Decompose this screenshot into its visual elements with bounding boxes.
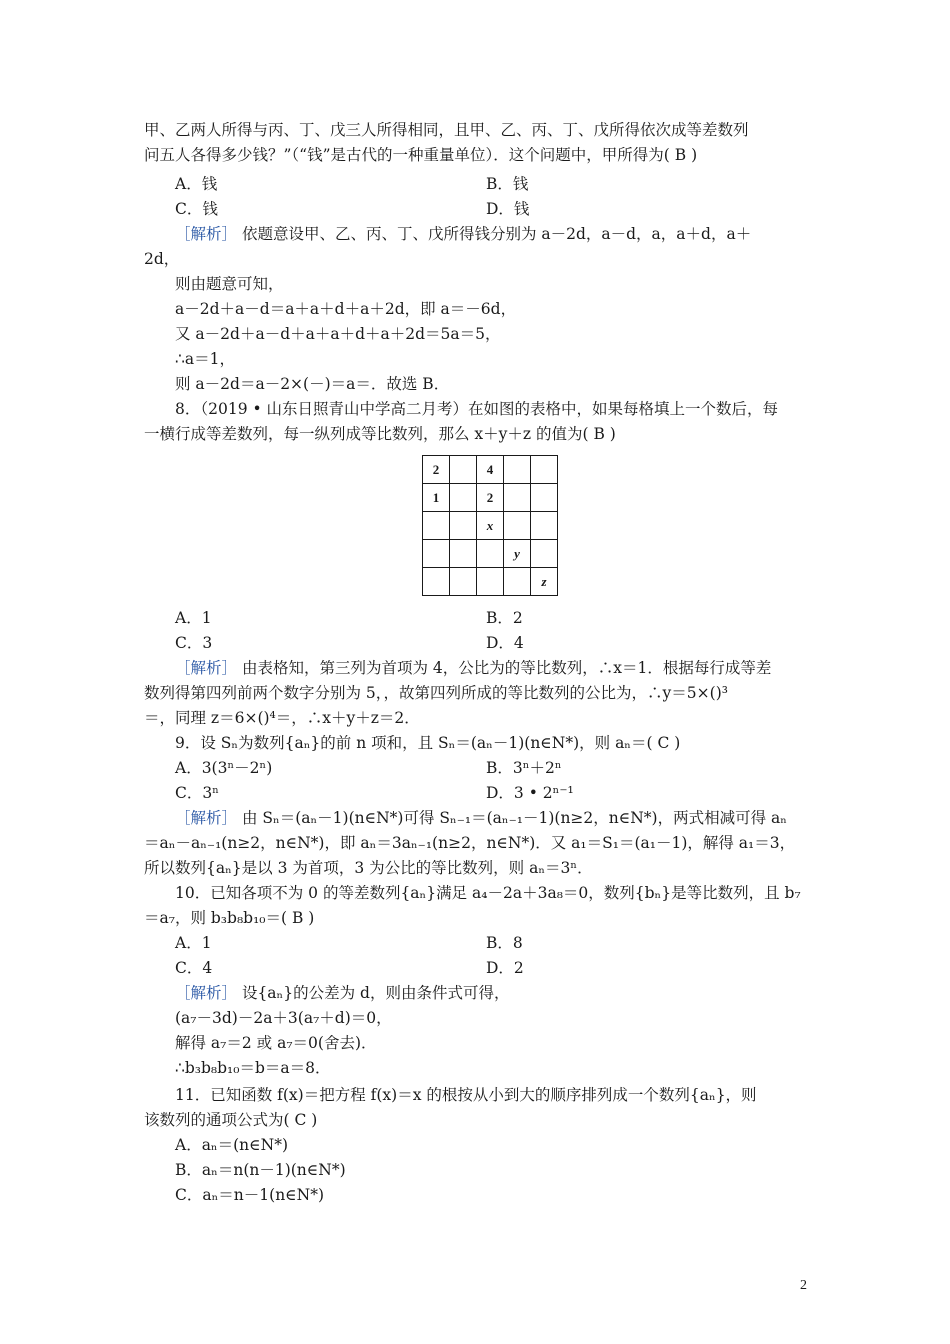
option-b: B．8 — [486, 934, 523, 952]
option-b: B．2 — [486, 609, 523, 627]
option-d: D．4 — [486, 634, 524, 652]
solution-line: ∴b₃b₈b₁₀＝b＝a＝8． — [175, 1059, 331, 1077]
grid-row — [423, 512, 558, 540]
grid-cell — [531, 456, 558, 484]
solution-line — [175, 981, 509, 1005]
option-a: A．3(3ⁿ－2ⁿ) — [175, 759, 273, 777]
option-row — [175, 931, 523, 955]
grid-cell — [450, 456, 477, 484]
option-row — [175, 956, 524, 980]
analysis-tag: ［解析］ — [175, 659, 238, 677]
option-b: B．钱 — [486, 175, 529, 193]
grid-cell — [450, 568, 477, 596]
grid-cell — [531, 484, 558, 512]
option-row — [175, 172, 529, 196]
question-10: 10．已知各项不为 0 的等差数列{aₙ}满足 a₄－2a＋3a₈＝0，数列{bₙ}是等比数列，且 b₇ — [175, 884, 801, 902]
grid-row — [423, 540, 558, 568]
solution-line: ∴a＝1， — [175, 350, 235, 368]
solution-line: 所以数列{aₙ}是以 3 为首项，3 为公比的等比数列，则 aₙ＝3ⁿ． — [144, 859, 593, 877]
grid-cell — [423, 512, 450, 540]
solution-line: 则由题意可知， — [175, 275, 284, 293]
grid-cell: 1 — [423, 484, 450, 512]
grid-cell — [450, 512, 477, 540]
grid-cell: 4 — [477, 456, 504, 484]
option-d: D．2 — [486, 959, 524, 977]
grid-cell — [423, 540, 450, 568]
question-11-cont: 该数列的通项公式为( C ) — [144, 1111, 318, 1129]
grid-cell — [477, 540, 504, 568]
option-a: A．aₙ＝(n∈N*) — [175, 1136, 289, 1154]
grid-cell: z — [531, 568, 558, 596]
option-row — [175, 606, 523, 630]
analysis-tag: ［解析］ — [175, 984, 238, 1002]
grid-cell: y — [504, 540, 531, 568]
analysis-tag: ［解析］ — [175, 225, 238, 243]
solution-line: ＝，同理 z＝6×()⁴＝，∴x＋y＋z＝2． — [144, 709, 420, 727]
option-a: A．钱 — [175, 175, 218, 193]
analysis-text: 由 Sₙ＝(aₙ－1)(n∈N*)可得 Sₙ₋₁＝(aₙ₋₁－1)(n≥2，n∈N*)，两式相减可得 aₙ — [237, 809, 787, 827]
grid-cell — [504, 512, 531, 540]
solution-line: a－2d＋a－d＝a＋a＋d＋a＋2d，即 a＝－6d， — [175, 300, 517, 318]
option-row — [175, 756, 562, 780]
option-c: C．3ⁿ — [175, 784, 219, 802]
solution-line — [175, 806, 787, 830]
option-a: A．1 — [175, 609, 212, 627]
analysis-text: 由表格知，第三列为首项为 4，公比为的等比数列，∴x＝1．根据每行成等差 — [237, 659, 772, 677]
option-c: C．钱 — [175, 200, 218, 218]
question-10-cont: ＝a₇，则 b₃b₈b₁₀＝( B ) — [144, 909, 315, 927]
option-d: D．钱 — [486, 200, 530, 218]
option-c: C．4 — [175, 959, 213, 977]
grid-cell — [504, 568, 531, 596]
grid-cell — [450, 484, 477, 512]
solution-line: 数列得第四列前两个数字分别为 5，，故第四列所成的等比数列的公比为，∴y＝5×()³ — [144, 684, 728, 702]
option-row — [175, 631, 524, 655]
solution-line: 解得 a₇＝2 或 a₇＝0(舍去)． — [175, 1034, 377, 1052]
grid-cell: x — [477, 512, 504, 540]
grid-cell — [531, 512, 558, 540]
option-b: B．3ⁿ＋2ⁿ — [486, 759, 562, 777]
solution-line — [175, 222, 751, 246]
analysis-text: 设{aₙ}的公差为 d，则由条件式可得， — [237, 984, 510, 1002]
grid-cell: 2 — [477, 484, 504, 512]
grid-cell — [504, 456, 531, 484]
grid-cell: 2 — [423, 456, 450, 484]
grid-cell — [477, 568, 504, 596]
grid-cell — [450, 540, 477, 568]
question-11: 11．已知函数 f(x)＝把方程 f(x)＝x 的根按从小到大的顺序排列成一个数列{aₙ}，则 — [175, 1086, 757, 1104]
number-grid — [422, 455, 558, 596]
solution-line: 则 a－2d＝a－2×(－)＝a＝．故选 B． — [175, 375, 450, 393]
option-row — [175, 781, 574, 805]
page-number: 2 — [800, 1278, 807, 1293]
text-line: 问五人各得多少钱？”（“钱”是古代的一种重量单位）．这个问题中，甲所得为( B ) — [144, 146, 698, 164]
option-row — [175, 197, 530, 221]
solution-line — [175, 656, 771, 680]
question-8-cont: 一横行成等差数列，每一纵列成等比数列，那么 x＋y＋z 的值为( B ) — [144, 425, 616, 443]
text-line: 甲、乙两人所得与丙、丁、戊三人所得相同，且甲、乙、丙、丁、戊所得依次成等差数列 — [144, 121, 749, 139]
solution-line: 又 a－2d＋a－d＋a＋a＋d＋a＋2d＝5a＝5， — [175, 325, 501, 343]
analysis-tag: ［解析］ — [175, 809, 238, 827]
solution-line: (a₇－3d)－2a＋3(a₇＋d)＝0， — [175, 1009, 392, 1027]
analysis-text: 依题意设甲、乙、丙、丁、戊所得钱分别为 a－2d，a－d，a，a＋d，a＋ — [237, 225, 752, 243]
question-8: 8．（2019 • 山东日照青山中学高二月考）在如图的表格中，如果每格填上一个数后，每 — [175, 400, 779, 418]
option-c: C．aₙ＝n－1(n∈N*) — [175, 1186, 325, 1204]
question-9: 9．设 Sₙ为数列{aₙ}的前 n 项和，且 Sₙ＝(aₙ－1)(n∈N*)，则 aₙ＝( C ) — [175, 734, 681, 752]
grid-row — [423, 456, 558, 484]
grid-row — [423, 568, 558, 596]
grid-cell — [423, 568, 450, 596]
grid-cell — [504, 484, 531, 512]
option-a: A．1 — [175, 934, 212, 952]
grid-cell — [531, 540, 558, 568]
option-c: C．3 — [175, 634, 213, 652]
option-b: B．aₙ＝n(n－1)(n∈N*) — [175, 1161, 346, 1179]
solution-line: 2d， — [144, 250, 180, 268]
grid-row — [423, 484, 558, 512]
option-d: D．3 • 2ⁿ⁻¹ — [486, 784, 574, 802]
solution-line: ＝aₙ－aₙ₋₁(n≥2，n∈N*)，即 aₙ＝3aₙ₋₁(n≥2，n∈N*)．又 a₁＝S₁＝(a₁－1)，解得 a₁＝3， — [144, 834, 796, 852]
